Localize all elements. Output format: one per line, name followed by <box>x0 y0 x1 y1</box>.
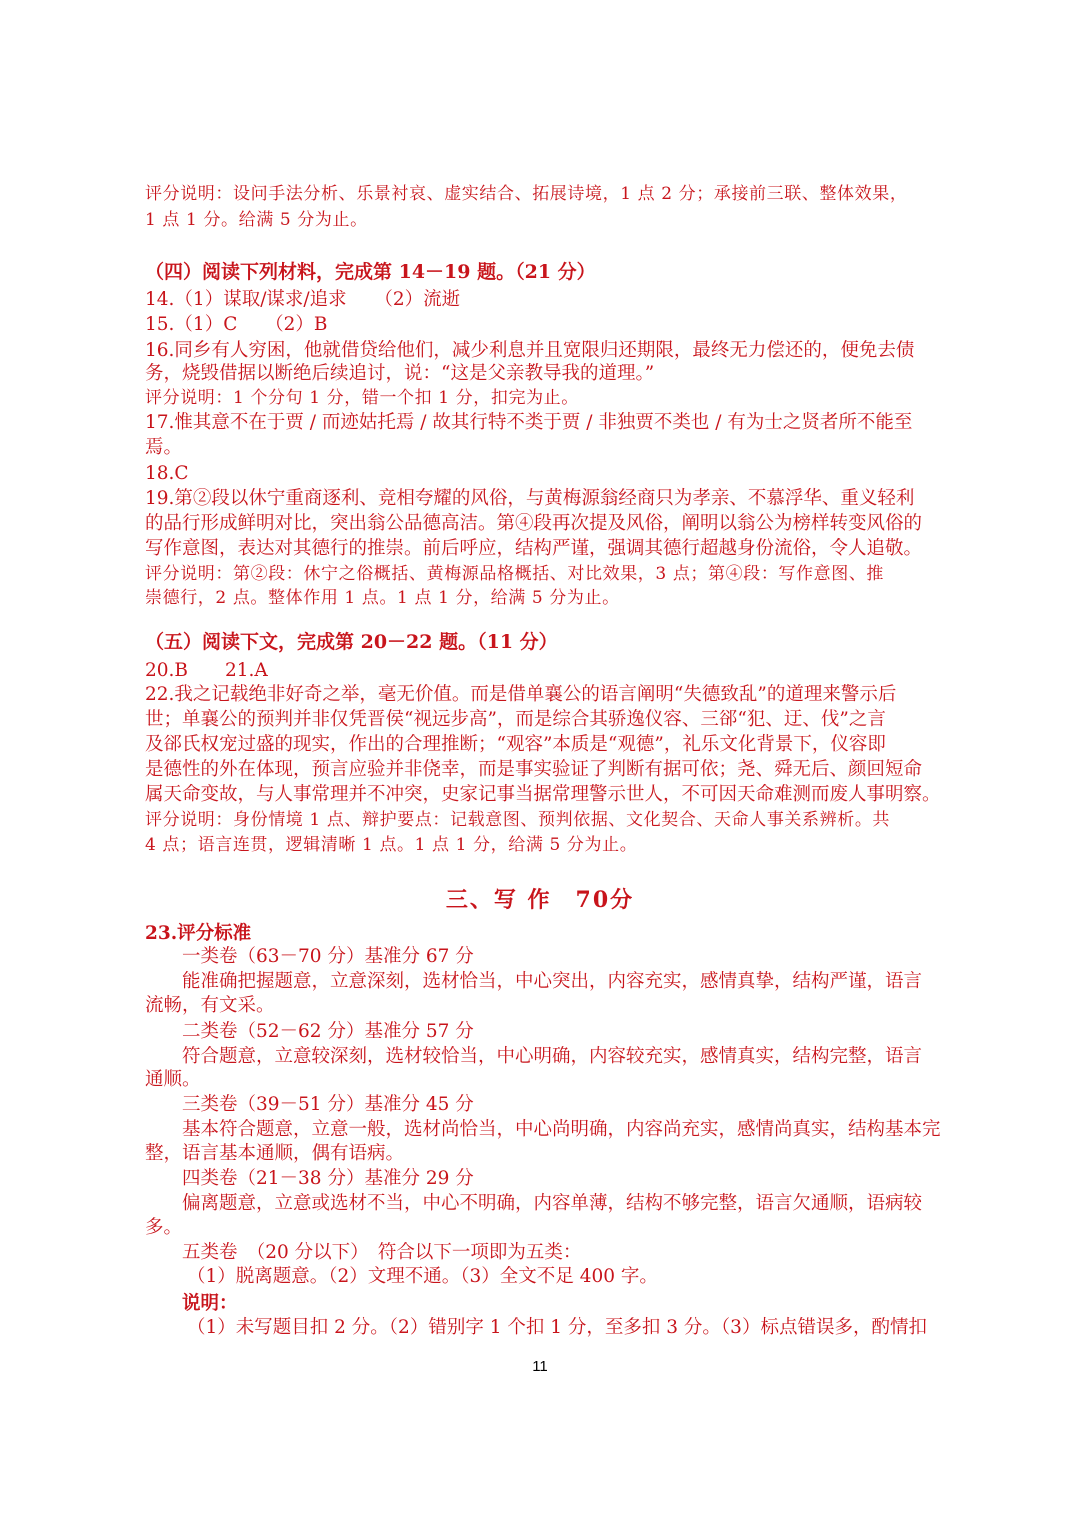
text-line: 4 点；语言连贯，逻辑清晰 1 点。1 点 1 分，给满 5 分为止。 <box>145 835 638 855</box>
text-line: 17.惟其意不在于贾 / 而迹姑托焉 / 故其行特不类于贾 / 非独贾不类也 / 有为士之贤者所不能至 <box>145 412 913 433</box>
text-line: 说明： <box>182 1293 238 1314</box>
text-line: 三类卷（39－51 分）基准分 45 分 <box>182 1094 474 1115</box>
text-line: 通顺。 <box>145 1069 201 1090</box>
text-line: （四）阅读下列材料，完成第 14－19 题。（21 分） <box>145 261 596 283</box>
text-line: 19.第②段以休宁重商逐利、竞相夸耀的风俗，与黄梅源翁经商只为孝亲、不慕浮华、重义轻利 <box>145 488 915 509</box>
text-line: 能准确把握题意，立意深刻，选材恰当，中心突出，内容充实，感情真挚，结构严谨，语言 <box>182 971 923 992</box>
text-line: 属天命变故，与人事常理并不冲突，史家记事当据常理警示世人，不可因天命难测而废人事明察。 <box>145 784 941 805</box>
text-line: 二类卷（52－62 分）基准分 57 分 <box>182 1021 474 1042</box>
text-line: 评分说明：第②段：休宁之俗概括、黄梅源品格概括、对比效果，3 点；第④段：写作意图、推 <box>145 564 885 584</box>
text-line: 偏离题意，立意或选材不当，中心不明确，内容单薄，结构不够完整，语言欠通顺，语病较 <box>182 1193 923 1214</box>
text-line: 基本符合题意，立意一般，选材尚恰当，中心尚明确，内容尚充实，感情尚真实，结构基本完 <box>182 1119 941 1140</box>
text-line: 写作意图，表达对其德行的推崇。前后呼应，结构严谨，强调其德行超越身份流俗，令人追敬。 <box>145 538 923 559</box>
text-line: 评分说明：设问手法分析、乐景衬哀、虚实结合、拓展诗境，1 点 2 分；承接前三联、整体效果， <box>145 184 908 204</box>
text-line: 四类卷（21－38 分）基准分 29 分 <box>182 1168 474 1189</box>
text-line: 一类卷（63－70 分）基准分 67 分 <box>182 946 474 967</box>
text-line: 整，语言基本通顺，偶有语病。 <box>145 1143 405 1164</box>
text-line: 评分说明：1 个分句 1 分，错一个扣 1 分，扣完为止。 <box>145 388 579 408</box>
text-line: 及郤氏权宠过盛的现实，作出的合理推断；“观容”本质是“观德”，礼乐文化背景下，仪容即 <box>145 734 886 755</box>
text-line: （1）脱离题意。（2）文理不通。（3）全文不足 400 字。 <box>187 1266 658 1287</box>
page-number: 11 <box>532 1358 548 1375</box>
text-line: （五）阅读下文，完成第 20－22 题。（11 分） <box>145 631 558 653</box>
text-line: 五类卷 （20 分以下） 符合以下一项即为五类： <box>182 1242 582 1263</box>
text-line: 14.（1）谋取/谋求/追求 （2）流逝 <box>145 289 461 310</box>
text-line: 15.（1）C （2）B <box>145 314 328 335</box>
text-line: 流畅，有文采。 <box>145 995 275 1016</box>
text-line: 1 点 1 分。给满 5 分为止。 <box>145 210 368 230</box>
text-line: 符合题意，立意较深刻，选材较恰当，中心明确，内容较充实，感情真实，结构完整，语言 <box>182 1046 923 1067</box>
text-line: 22.我之记载绝非好奇之举，毫无价值。而是借单襄公的语言阐明“失德致乱”的道理来警示后 <box>145 684 897 705</box>
text-line: 23.评分标准 <box>145 923 252 944</box>
text-line: 16.同乡有人穷困，他就借贷给他们，减少利息并且宽限归还期限，最终无力偿还的，便免去债 <box>145 340 915 361</box>
text-line: 是德性的外在体现，预言应验并非侥幸，而是事实验证了判断有据可依；尧、舜无后、颜回短命 <box>145 759 923 780</box>
text-line: 务，烧毁借据以断绝后续追讨，说：“这是父亲教导我的道理。” <box>145 363 655 384</box>
text-line: 的品行形成鲜明对比，突出翁公品德高洁。第④段再次提及风俗，阐明以翁公为榜样转变风俗的 <box>145 513 923 534</box>
text-line: 世；单襄公的预判并非仅凭晋侯“视远步高”，而是综合其骄逸仪容、三郤“犯、迂、伐”之言 <box>145 709 886 730</box>
text-line: 多。 <box>145 1217 183 1238</box>
text-line: 20.B 21.A <box>145 660 268 681</box>
text-line: （1）未写题目扣 2 分。（2）错别字 1 个扣 1 分，至多扣 3 分。（3）标点错误多，酌情扣 <box>187 1317 927 1338</box>
text-line: 焉。 <box>145 437 183 458</box>
text-line: 评分说明：身份情境 1 点、辩护要点：记载意图、预判依据、文化契合、天命人事关系辨析。共 <box>145 810 891 830</box>
section-title: 三、写 作 70分 <box>445 887 635 913</box>
text-line: 18.C <box>145 463 189 484</box>
text-line: 崇德行，2 点。整体作用 1 点。1 点 1 分，给满 5 分为止。 <box>145 588 620 608</box>
